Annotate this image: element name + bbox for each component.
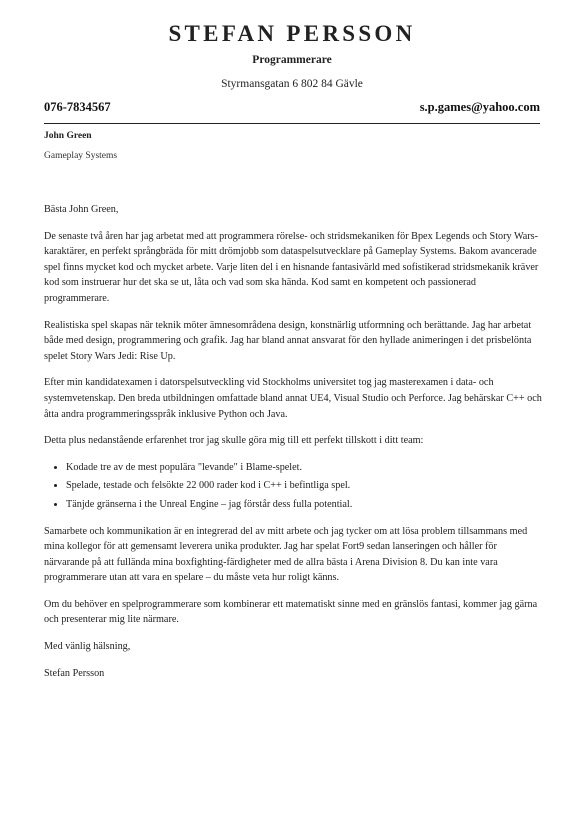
letter-body [44, 202, 542, 692]
list-item: • Kodade tre av de mest populära "levande" i Blame-spelet. [66, 460, 542, 476]
recipient-name: John Green [44, 131, 92, 141]
list-item: • Spelade, testade och felsökte 22 000 rader kod i C++ i befintliga spel. [66, 478, 542, 494]
recipient-company: Gameplay Systems [44, 151, 118, 161]
greeting: Bästa John Green, [44, 204, 119, 215]
address: Styrmansgatan 6 802 84 Gävle [221, 78, 363, 90]
paragraph-lead-in: Detta plus nedanstående erfarenhet tror jag skulle göra mig till ett perfekt tillskott i ditt team: [44, 435, 424, 447]
paragraph-intro: De senaste två åren har jag arbetat med att programmera rörelse- och stridsmekaniken för Bpex Legends och Story Wars-karaktärer, en perfekt språngbräda för mitt drömjobb som dataspelsutvecklare på Gameplay Systems. Bakom avancerade spel finns mycket kod och mycket arbete. Varje liten del i en hisnande fantasivärld med sofistikerad stridsmekanik kräver kod som instruerar hur det ska se ut, låta och vad som ska hända. Kod samt en kompetent och passionerad programmerare. [44, 230, 539, 304]
email-address[interactable]: s.p.games@yahoo.com [419, 100, 540, 114]
signature: Stefan Persson [44, 667, 105, 679]
phone-number[interactable]: 076-7834567 [44, 100, 111, 114]
job-title: Programmerare [252, 54, 332, 66]
paragraph-conclusion: Om du behöver en spelprogrammerare som kombinerar ett matematiskt sinne med en gränslös fantasi, kommer jag gärna och presenterar mig lite närmare. [44, 598, 538, 626]
applicant-name: STEFAN PERSSON [168, 21, 416, 46]
paragraph-design: Realistiska spel skapas när teknik möter ämnesområdena design, konstnärlig utformning och berättande. Jag har arbetat både med design, programmering och grafik. Jag har bland annat ansvarat för den hyllade animeringen i det prisbelönta spelet Story Wars Jedi: Rise Up. [44, 319, 532, 362]
paragraph-collaboration: Samarbete och kommunikation är en integrerad del av mitt arbete och jag tycker om att lösa problem tillsammans med mina kollegor för att gemensamt leverera unika produkter. Jag har spelat Fort9 sedan lanseringen och håller för närvarande på att fullända mina boxfighting-färdigheter med de allra bästa i Arena Division 8. Du kan inte vara programmerare utan att vara en spelare – du måste veta hur roligt känns. [44, 525, 528, 584]
experience-list [44, 460, 542, 513]
paragraph-education: Efter min kandidatexamen i datorspelsutveckling vid Stockholms universitet tog jag masterexamen i data- och systemvetenskap. Den breda utbildningen omfattade bland annat UE4, Visual Studio och Perforce. Jag behärskar C++ och åtta andra programmeringsspråk inklusive Python och Java. [44, 377, 542, 420]
closing: Med vänlig hälsning, [44, 641, 131, 653]
list-item: • Tänjde gränserna i the Unreal Engine – jag förstår dess fulla potential. [66, 497, 542, 513]
header-divider [44, 123, 540, 124]
contact-row [44, 100, 540, 118]
